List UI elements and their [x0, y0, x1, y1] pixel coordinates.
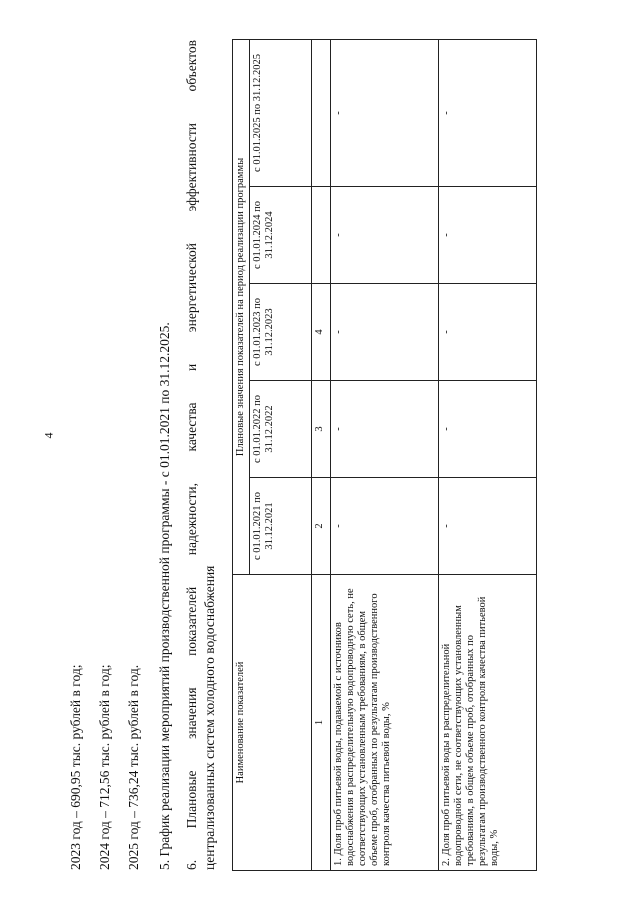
indicator-row-2-value: -: [439, 478, 537, 575]
header-plan-values: Плановые значения показателей на период реализации программы: [233, 39, 250, 574]
column-number: 2: [312, 478, 331, 575]
cost-line-2024: 2024 год – 712,56 тыс. рублей в год;: [97, 664, 112, 870]
indicator-row-2-name: 2. Доля проб питьевой воды в распределительной водопроводной сети, не соответствующих установленным требованиям, в общем объеме проб, отобранных по результатам производственного контроля качества питьевой воды, %: [439, 575, 537, 871]
section-6-line-2: централизованных систем холодного водоснабжения: [202, 565, 217, 870]
cost-line-2023: 2023 год – 690,95 тыс. рублей в год;: [68, 664, 83, 870]
cost-line-2025: 2025 год – 736,24 тыс. рублей в год.: [126, 664, 141, 870]
indicator-row-2-value: -: [439, 381, 537, 478]
indicator-row-1-value: -: [331, 381, 439, 478]
indicator-row-1-value: -: [331, 478, 439, 575]
section-6-line-1: 6. Плановые значения показателей надежности, качества и энергетической эффективности объектов: [184, 40, 199, 870]
indicator-row-1-value: -: [331, 284, 439, 381]
column-number: [312, 187, 331, 284]
header-period-2024: с 01.01.2024 по 31.12.2024: [250, 187, 312, 284]
column-number: [312, 39, 331, 186]
indicator-row-1-name: 1. Доля проб питьевой воды, подаваемой с источников водоснабжения в распределительную водопроводную сеть, не соответствующих установленным требованиям, в общем объеме проб, отобранных по результатам производственного контроля качества питьевой воды, %: [331, 575, 439, 871]
indicator-row-1-value: -: [331, 187, 439, 284]
column-number: 3: [312, 381, 331, 478]
section-5-text: 5. График реализации мероприятий производственной программы - с 01.01.2021 по 31.12.2025.: [157, 322, 172, 870]
header-period-2022: с 01.01.2022 по 31.12.2022: [250, 381, 312, 478]
header-period-2025: с 01.01.2025 по 31.12.2025: [250, 39, 312, 186]
indicator-row-2-value: -: [439, 284, 537, 381]
column-number: 4: [312, 284, 331, 381]
page-number: 4: [41, 432, 56, 439]
rotated-page-content: [60, 15, 620, 885]
column-number: 1: [312, 575, 331, 871]
indicators-table: [232, 39, 537, 871]
indicator-row-1-value: -: [331, 39, 439, 186]
header-period-2023: с 01.01.2023 по 31.12.2023: [250, 284, 312, 381]
indicator-row-2-value: -: [439, 39, 537, 186]
header-period-2021: с 01.01.2021 по 31.12.2021: [250, 478, 312, 575]
header-indicator-name: Наименование показателей: [233, 575, 312, 871]
indicator-row-2-value: -: [439, 187, 537, 284]
